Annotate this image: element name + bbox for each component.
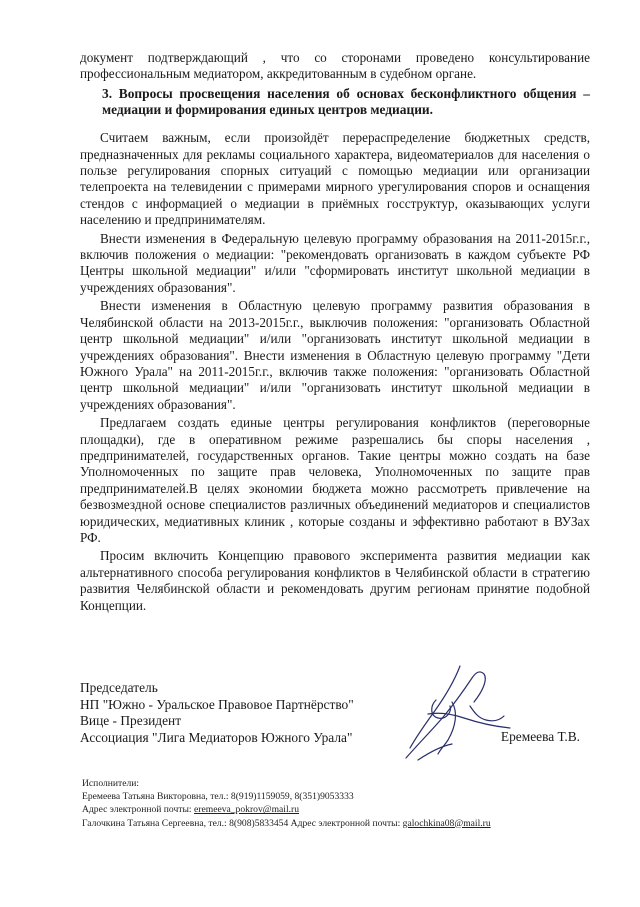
signer-name: Еремеева Т.В. <box>500 729 580 744</box>
signer-organization-1: НП "Южно - Уральское Правовое Партнёрство" <box>80 696 354 712</box>
handwritten-signature <box>400 662 518 764</box>
paragraph-regional-program: Внести изменения в Областную целевую программу развития образования в Челябинской области на 2013-2015г.г., выключив положения: "организовать Областной центр школьной медиации" и/или "организовать институт школьной медиации в учреждениях образования". Внести изменения в Областную целевую программу "Дети Южного Урала" на 2011-2015г.г., включив также положения: "организовать Областной центр школьной медиации" и/или "организовать институт школьной медиации в учреждениях образования". <box>80 298 590 412</box>
executors-block <box>82 777 602 830</box>
signer-title-vice-president: Вице - Президент <box>80 713 182 729</box>
executor-2-row <box>82 817 602 830</box>
executors-label: Исполнители: <box>82 778 140 789</box>
intro-paragraph: документ подтверждающий , что со сторонами проведено консультирование профессиональным медиатором, аккредитованным в судебном органе. <box>80 50 590 82</box>
executor-1-email-row <box>82 803 602 816</box>
executor-1-email-link[interactable]: eremeeva_pokrov@mail.ru <box>194 804 300 816</box>
paragraph-budget: Считаем важным, если произойдёт перераспределение бюджетных средств, предназначенных для рекламы социального характера, видеоматериалов для населения о пользе регулирования спорных ситуаций с помощью медиации или организации телепроекта на телевидении с примерами мирного урегулирования споров и оснащения стендов с информацией о медиации в приёмных госструктур, оказывающих услуги населению и предпринимателям. <box>80 130 590 228</box>
signature-block <box>80 680 610 746</box>
executor-1-email-label: Адрес электронной почты: <box>82 804 192 816</box>
paragraph-mediation-centers: Предлагаем создать единые центры регулирования конфликтов (переговорные площадки), где в оперативном режиме разрешались бы споры населения , предпринимателей, государственных органов. Такие центры можно создать на базе Уполномоченных по защите прав человека, Уполномоченных по защите прав предпринимателей.В целях экономии бюджета можно рассмотреть привлечение на безвозмездной основе специалистов различных объединений медиаторов и специалистов юридических, медиативных клиник , которые созданы и эффективно работают в ВУЗах РФ. <box>80 415 590 545</box>
executor-2-contact: Галочкина Татьяна Сергеевна, тел.: 8(908)5833454 Адрес электронной почты: <box>82 817 401 829</box>
paragraph-federal-program: Внести изменения в Федеральную целевую программу образования на 2011-2015г.г., включив положения о медиации: "рекомендовать организовать в каждом субъекте РФ Центры школьной медиации" и/или "сформировать институт школьной медиации в учреждениях образования". <box>80 230 590 295</box>
paragraph-concept-request: Просим включить Концепцию правового эксперимента развития медиации как альтернативного способа регулирования конфликтов в Челябинской области в стратегию развития Челябинской области и рекомендовать другим регионам принятие подобной Концепции. <box>80 548 590 613</box>
document-body <box>80 50 590 616</box>
section-heading: 3. Вопросы просвещения населения об основах бесконфликтного общения – медиации и формирования единых центров медиации. <box>102 85 590 118</box>
executor-1-contact: Еремеева Татьяна Викторовна, тел.: 8(919)1159059, 8(351)9053333 <box>82 791 354 803</box>
signer-title-chairman: Председатель <box>80 680 158 695</box>
executor-2-email-link[interactable]: galochkina08@mail.ru <box>402 817 491 829</box>
signer-organization-2: Ассоциация "Лига Медиаторов Южного Урала" <box>80 729 353 745</box>
